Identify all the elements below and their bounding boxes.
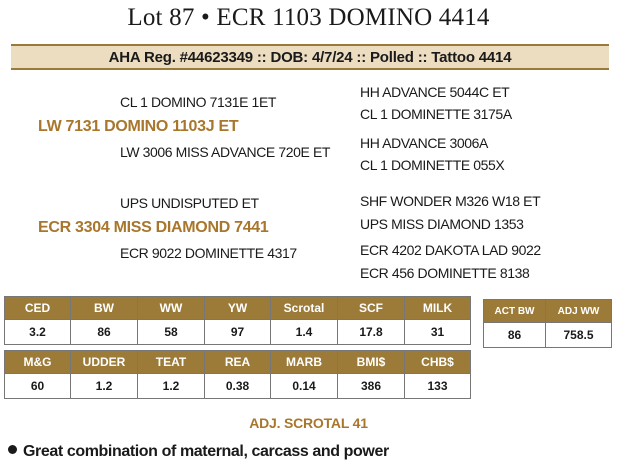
epd-value: 58 bbox=[138, 320, 205, 345]
pedigree-dam-sire: UPS UNDISPUTED ET bbox=[120, 195, 259, 211]
pedigree-dam-dam-dam: ECR 456 DOMINETTE 8138 bbox=[360, 265, 530, 281]
pedigree-dam-dam: ECR 9022 DOMINETTE 4317 bbox=[120, 245, 297, 261]
pedigree-sire-sire-sire: HH ADVANCE 5044C ET bbox=[360, 84, 510, 100]
epd-table-2 bbox=[4, 350, 471, 399]
epd-value: 0.14 bbox=[271, 374, 338, 399]
epd-value: 1.4 bbox=[271, 320, 338, 345]
pedigree-sire: LW 7131 DOMINO 1103J ET bbox=[38, 118, 239, 135]
epd-header: CHB$ bbox=[405, 351, 471, 374]
pedigree-sire-dam-dam: CL 1 DOMINETTE 055X bbox=[360, 157, 505, 173]
pedigree-dam-sire-dam: UPS MISS DIAMOND 1353 bbox=[360, 216, 524, 232]
pedigree-sire-sire-dam: CL 1 DOMINETTE 3175A bbox=[360, 106, 512, 122]
actual-value: 758.5 bbox=[546, 323, 612, 348]
epd-header: BMI$ bbox=[338, 351, 405, 374]
pedigree-sire-dam-sire: HH ADVANCE 3006A bbox=[360, 135, 488, 151]
pedigree-dam-sire-sire: SHF WONDER M326 W18 ET bbox=[360, 193, 541, 209]
epd-header: M&G bbox=[5, 351, 71, 374]
registration-text: AHA Reg. #44623349 :: DOB: 4/7/24 :: Polled :: Tattoo 4414 bbox=[108, 48, 512, 66]
epd-value: 97 bbox=[205, 320, 271, 345]
actual-weights-table bbox=[483, 299, 612, 348]
epd-header: UDDER bbox=[71, 351, 138, 374]
pedigree-sire-dam: LW 3006 MISS ADVANCE 720E ET bbox=[120, 144, 331, 160]
epd-value: 31 bbox=[405, 320, 471, 345]
epd-value: 17.8 bbox=[338, 320, 405, 345]
actual-header: ADJ WW bbox=[546, 300, 612, 323]
epd-value: 1.2 bbox=[71, 374, 138, 399]
epd-value: 133 bbox=[405, 374, 471, 399]
epd-header: YW bbox=[205, 297, 271, 320]
epd-value: 386 bbox=[338, 374, 405, 399]
lot-title: Lot 87 • ECR 1103 DOMINO 4414 bbox=[127, 4, 490, 31]
epd-value: 3.2 bbox=[5, 320, 71, 345]
epd-header: MILK bbox=[405, 297, 471, 320]
comment-bullet bbox=[8, 443, 389, 461]
actual-header: ACT BW bbox=[484, 300, 546, 323]
epd-header: WW bbox=[138, 297, 205, 320]
epd-table-1 bbox=[4, 296, 471, 345]
epd-value: 0.38 bbox=[205, 374, 271, 399]
epd-header: Scrotal bbox=[271, 297, 338, 320]
adj-scrotal: ADJ. SCROTAL 41 bbox=[249, 415, 368, 431]
epd-value: 86 bbox=[71, 320, 138, 345]
actual-value: 86 bbox=[484, 323, 546, 348]
pedigree-dam: ECR 3304 MISS DIAMOND 7441 bbox=[38, 219, 269, 236]
pedigree-dam-dam-sire: ECR 4202 DAKOTA LAD 9022 bbox=[360, 242, 541, 258]
pedigree-sire-sire: CL 1 DOMINO 7131E 1ET bbox=[120, 94, 277, 110]
bullet-icon bbox=[8, 445, 17, 454]
epd-value: 1.2 bbox=[138, 374, 205, 399]
epd-header: CED bbox=[5, 297, 71, 320]
epd-header: TEAT bbox=[138, 351, 205, 374]
registration-bar bbox=[11, 44, 609, 70]
epd-value: 60 bbox=[5, 374, 71, 399]
epd-header: MARB bbox=[271, 351, 338, 374]
epd-header: SCF bbox=[338, 297, 405, 320]
comment-text: Great combination of maternal, carcass and power bbox=[23, 443, 389, 460]
epd-header: BW bbox=[71, 297, 138, 320]
epd-header: REA bbox=[205, 351, 271, 374]
